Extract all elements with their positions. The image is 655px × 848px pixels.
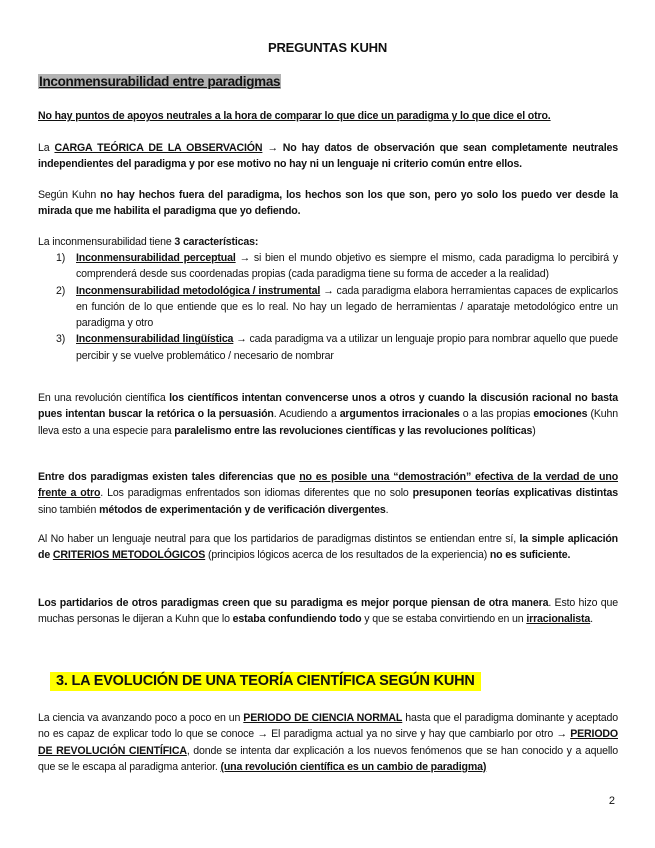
section-heading-evolution: 3. LA EVOLUCIÓN DE UNA TEORÍA CIENTÍFICA SEGÚN KUHN <box>50 672 481 691</box>
paragraph-paradigm-differences: Entre dos paradigmas existen tales diferencias que no es posible una “demostración” efectiva de la verdad de uno frente a otro. Los paradigmas enfrentados son idiomas diferentes que no solo presuponen teorías explicativas distintas sino también métodos de experimentación y de verificación divergentes. <box>38 471 619 516</box>
paragraph-scientific-revolution: En una revolución científica los científicos intentan convencerse unos a otros y cuando la discusión racional no basta pues intentan buscar la retórica o la persuasión. Acudiendo a argumentos irracionales o a las propias emociones (Kuhn lleva esto a una especie para paralelismo entre las revoluciones científicas y las revoluciones políticas) <box>38 392 618 437</box>
paragraph-facts: Según Kuhn no hay hechos fuera del paradigma, los hechos son los que son, pero yo solo los puedo ver desde la mirada que me habilita el paradigma que yo defiendo. <box>38 189 618 218</box>
term-theory-load: CARGA TEÓRICA DE LA OBSERVACIÓN <box>54 142 263 154</box>
paragraph-characteristics-intro: La inconmensurabilidad tiene 3 características: <box>38 236 259 248</box>
paragraph-normal-science: La ciencia va avanzando poco a poco en un PERIODO DE CIENCIA NORMAL hasta que el paradigma dominante y aceptado no es capaz de explicar todo lo que se conoce → El paradigma actual ya no sirve y hay que cambiarlo por otro → PERIODO DE REVOLUCIÓN CIENTÍFICA, donde se intenta dar explicación a los nuevos fenómenos que se han conocido y a aquello que se le escapa al paradigma anterior. (una revolución científica es un cambio de paradigma) <box>38 712 618 773</box>
characteristics-list <box>38 250 618 364</box>
section-heading: Inconmensurabilidad entre paradigmas <box>39 74 281 89</box>
paragraph-neutral-points: No hay puntos de apoyos neutrales a la hora de comparar lo que dice un paradigma y lo que dice el otro. <box>38 110 551 122</box>
list-item: 3) Inconmensurabilidad lingüística → cada paradigma va a utilizar un lenguaje propio para nombrar aquello que puede percibir y se vuelve problemático / necesario de nombrar <box>56 333 618 362</box>
paragraph-theory-load: La CARGA TEÓRICA DE LA OBSERVACIÓN → No hay datos de observación que sean completamente neutrales independientes del paradigma y por ese motivo no hay ni un lenguaje ni criterio común entre ellos. <box>38 142 618 171</box>
page-title: PREGUNTAS KUHN <box>267 40 388 55</box>
page-number: 2 <box>608 795 615 807</box>
paragraph-irrationalist: Los partidarios de otros paradigmas creen que su paradigma es mejor porque piensan de otra manera. Esto hizo que muchas personas le dijeran a Kuhn que lo estaba confundiendo todo y que se estaba convirtiendo en un irracionalista. <box>38 597 618 626</box>
list-item: 1) Inconmensurabilidad perceptual → si bien el mundo objetivo es siempre el mismo, cada paradigma lo percibirá y comprenderá desde sus coordenadas propias (cada paradigma tiene su forma de acceder a la realidad) <box>56 252 618 281</box>
list-item: 2) Inconmensurabilidad metodológica / instrumental → cada paradigma elabora herramientas capaces de explicarlos en función de lo que entiende que es lo real. No hay un legado de herramientas / aparataje metodológico entre un paradigma y otro <box>56 284 618 330</box>
paragraph-methodological-criteria: Al No haber un lenguaje neutral para que los partidarios de paradigmas distintos se entiendan entre sí, la simple aplicación de CRITERIOS METODOLÓGICOS (principios lógicos acerca de los resultados de la experiencia) no es suficiente. <box>38 533 619 562</box>
